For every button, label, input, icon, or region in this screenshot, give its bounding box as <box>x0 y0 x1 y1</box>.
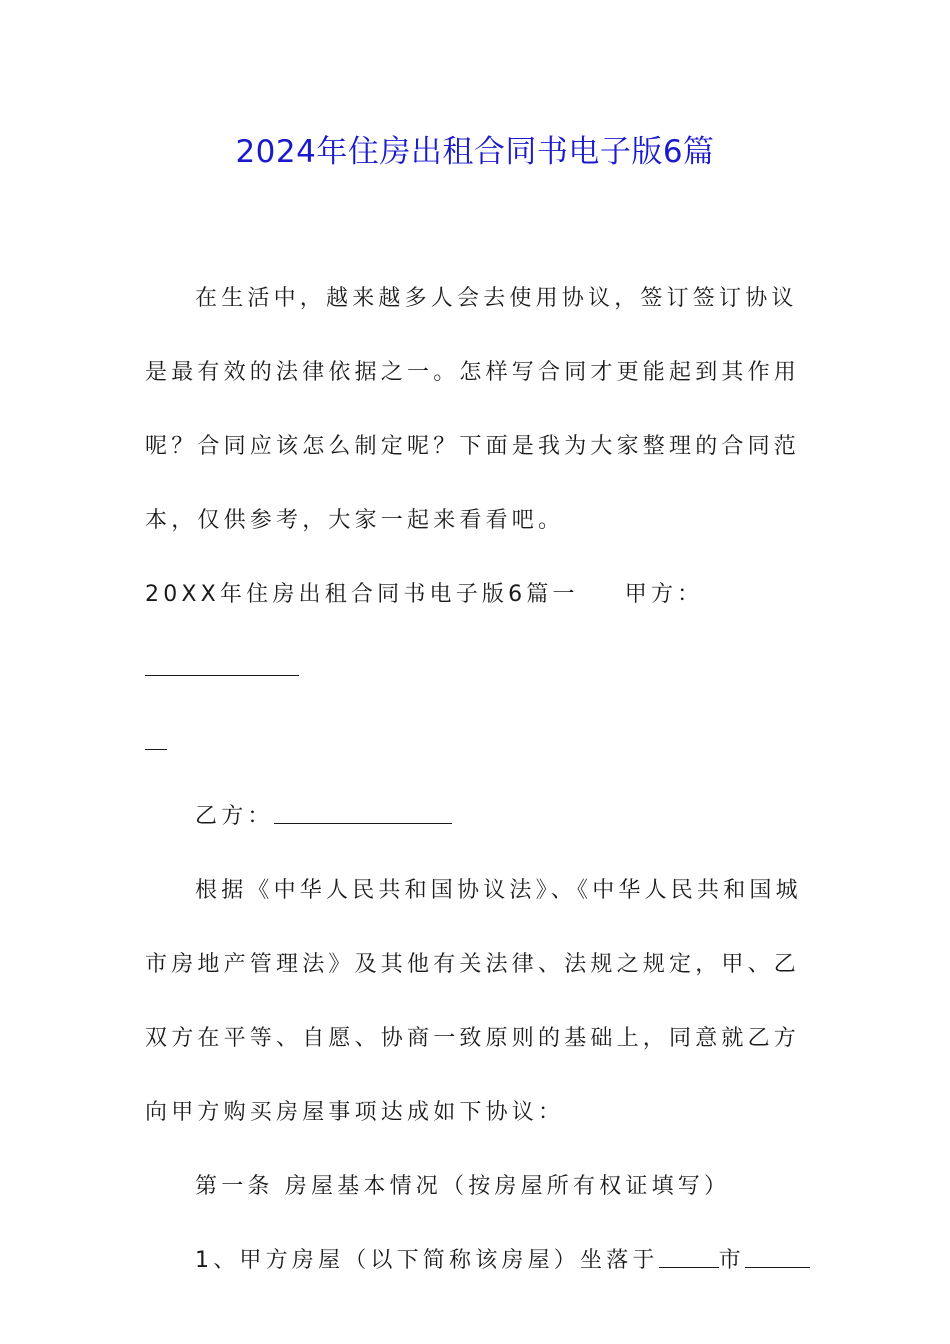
document-title: 2024年住房出租合同书电子版6篇 <box>235 134 715 170</box>
section-heading: 20XX年住房出租合同书电子版6篇一 <box>145 582 579 607</box>
article-1-heading: 第一条 房屋基本情况（按房屋所有权证填写） <box>195 1174 731 1199</box>
party-b-line <box>145 780 810 854</box>
party-a-blank-continued-line <box>145 706 810 780</box>
item-1-district-blank <box>745 1247 810 1268</box>
item-1-city-blank <box>659 1247 719 1268</box>
party-b-label: 乙方： <box>195 804 274 829</box>
item-1-text-b: 市 <box>718 1248 745 1273</box>
basis-paragraph: 根据《中华人民共和国协议法》、《中华人民共和国城市房地产管理法》及其他有关法律、法规之规定，甲、乙双方在平等、自愿、协商一致原则的基础上，同意就乙方向甲方购买房屋事项达成如下协议： <box>145 878 802 1125</box>
item-1-line <box>145 1224 810 1298</box>
party-a-label: 甲方： <box>624 582 704 607</box>
party-a-blank-continued <box>145 729 167 750</box>
party-a-blank <box>145 655 299 676</box>
document-body <box>145 262 810 1298</box>
party-b-blank <box>274 803 452 824</box>
intro-paragraph: 在生活中，越来越多人会去使用协议，签订签订协议是最有效的法律依据之一。怎样写合同才更能起到其作用呢？合同应该怎么制定呢？下面是我为大家整理的合同范本，仅供参考，大家一起来看看吧。 <box>145 286 801 533</box>
item-1-text-a: 1、甲方房屋（以下简称该房屋）坐落于 <box>195 1248 659 1273</box>
section-heading-line <box>145 558 810 706</box>
